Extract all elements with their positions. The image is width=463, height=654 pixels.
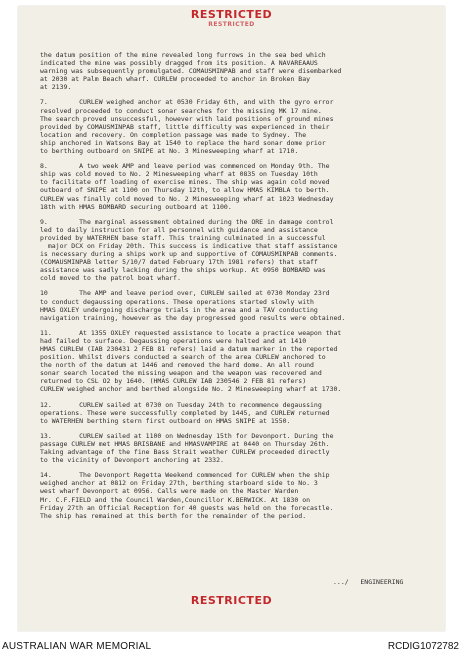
paragraph: [40, 289, 440, 321]
text-line: 13. CURLEW sailed at 1100 on Wednesday 15th for Devonport. During the: [40, 431, 334, 440]
text-line: major DCX on Friday 20th. This success is indicative that staff assistance: [40, 241, 338, 250]
text-line: assistance was sadly lacking during the ships workup. At 0950 BOMBARD was: [40, 266, 326, 275]
paragraph: [40, 98, 440, 155]
text-line: resolved proceeded to conduct sonar searches for the missing MK 17 mine.: [40, 106, 322, 115]
restricted-stamp-top: RESTRICTED: [190, 8, 273, 21]
text-line: location and recovery. On completion passage was made to Sydney. The: [40, 130, 307, 139]
text-line: The search proved unsuccessful, however with laid positions of ground mines: [40, 114, 334, 123]
text-line: Mr. C.F.FIELD and the Council Warden,Councillor K.BERWICK. At 1830 on: [40, 495, 311, 504]
text-line: the datum position of the mine revealed long furrows in the sea bed which: [40, 51, 326, 59]
archive-name: AUSTRALIAN WAR MEMORIAL: [2, 641, 152, 652]
archive-footer: [0, 639, 463, 654]
text-line: 12. CURLEW sailed at 0730 on Tuesday 24th to recommence degaussing: [40, 400, 322, 409]
text-line: CURLEW was finally cold moved to No. 2 Minesweeping wharf at 1023 Wednesday: [40, 194, 334, 203]
text-line: Friday 27th an Official Reception for 40 guests was held on the forecastle.: [40, 503, 334, 512]
text-line: the north of the datum at 1446 and removed the hard dome. An all round: [40, 361, 314, 370]
text-line: ship anchored in Watsons Bay at 1540 to replace the hard sonar dome prior: [40, 138, 326, 147]
paragraph: [40, 401, 440, 425]
text-line: position. Whilst divers conducted a search of the area CURLEW anchored to: [40, 353, 326, 362]
text-line: to berthing outboard on SNIPE at No. 3 Minesweeping wharf at 1710.: [40, 147, 299, 156]
text-line: HMAS CURLEW (IAB 230431 2 FEB 81 refers) laid a datum marker in the reported: [40, 345, 338, 353]
text-line: indicated the mine was possibly dragged from its position. A NAVAREAAUS: [40, 59, 318, 68]
text-line: had failed to surface. Degaussing operations were halted and at 1410: [40, 336, 307, 345]
restricted-stamp-top-faint: RESTRICTED: [208, 21, 255, 28]
text-line: ship was cold moved to No. 2 Minesweeping wharf at 0835 on Tuesday 10th: [40, 170, 318, 179]
document-page: [18, 6, 445, 631]
text-line: provided by COMAUSMINPAB staff, little difficulty was experienced in their: [40, 122, 330, 131]
text-line: is necessary during a ships work up and supportive of COMAUSMINPAB comments.: [40, 250, 338, 259]
text-line: to facilitate off loading of exercise mines. The ship was again cold moved: [40, 178, 330, 187]
report-body: [40, 51, 440, 527]
text-line: cold moved to the patrol boat wharf.: [40, 274, 181, 283]
text-line: 7. CURLEW weighed anchor at 0530 Friday 6th, and with the gyro error: [40, 98, 334, 107]
text-line: returned to CSL O2 by 1640. (HMAS CURLEW IAB 230546 2 FEB 81 refers): [40, 377, 307, 386]
text-line: CURLEW weighed anchor and berthed alongside No. 2 Minesweeping wharf at 1730.: [40, 385, 342, 394]
text-line: west wharf Devonport at 0956. Calls were made on the Master Warden: [40, 487, 299, 496]
text-line: The ship has remained at this berth for the remainder of the period.: [40, 511, 307, 520]
text-line: 10 The AMP and leave period over, CURLEW sailed at 0730 Monday 23rd: [40, 289, 330, 298]
text-line: 14. The Devonport Regetta Weekend commenced for CURLEW when the ship: [40, 471, 330, 480]
text-line: at 2139.: [40, 83, 72, 92]
text-line: to conduct degaussing operations. These operations started slowly with: [40, 297, 314, 306]
paragraph: [40, 51, 440, 91]
text-line: led to daily instruction for all personnel with guidance and assistance: [40, 225, 318, 234]
text-line: 9. The marginal assessment obtained during the ORE in damage control: [40, 217, 334, 226]
text-line: navigation training, however as the day progressed good results were obtained.: [40, 313, 346, 322]
text-line: weighed anchor at 0812 on Friday 27th, berthing starboard side to No. 3: [40, 479, 318, 488]
text-line: outboard of SNIPE at 1100 on Thursday 12th, to allow HMAS KIMBLA to berth.: [40, 186, 330, 195]
text-line: to WATERHEN berthing stern first outboard on HMAS SNIPE at 1550.: [40, 416, 291, 425]
text-line: operations. These were successfully completed by 1445, and CURLEW returned: [40, 408, 330, 417]
paragraph: [40, 432, 440, 464]
text-line: to the vicinity of Devonport anchoring at 2332.: [40, 456, 224, 465]
text-line: Taking advantage of the fine Bass Strait weather CURLEW proceeded directly: [40, 448, 330, 457]
paragraph: [40, 471, 440, 520]
text-line: sonar search located the missing weapon and the weapon was recovered and: [40, 369, 322, 378]
continuation-note: .../ ENGINEERING: [333, 578, 404, 586]
text-line: HMAS OXLEY undergoing discharge trials in the area and a TAV conducting: [40, 305, 318, 314]
text-line: (COMAUSMINPAB letter 5/10/7 dated February 17th 1981 refers) that staff: [40, 258, 318, 267]
text-line: 18th with HMAS BOMBARD securing outboard at 1100.: [40, 202, 232, 211]
paragraph: [40, 329, 440, 394]
record-id: RCDIG1072782: [387, 641, 459, 652]
text-line: 11. At 1355 OXLEY requested assistance to locate a practice weapon that: [40, 328, 342, 337]
text-line: 8. A two week AMP and leave period was commenced on Monday 9th. The: [40, 162, 330, 171]
restricted-stamp-bottom: RESTRICTED: [190, 594, 273, 607]
text-line: passage CURLEW met HMAS BRISBANE and HMASVAMPIRE at 0440 on Thursday 26th.: [40, 439, 330, 448]
text-line: warning was subsequently promulgated. COMAUSMINPAB and staff were disembarked: [40, 67, 342, 76]
paragraph: [40, 218, 440, 283]
paragraph: [40, 162, 440, 211]
text-line: at 2030 at Palm Beach wharf. CURLEW proceeded to anchor in Broken Bay: [40, 75, 311, 84]
text-line: provided by WATERHEN base staff. This training culminated in a successful: [40, 233, 326, 242]
